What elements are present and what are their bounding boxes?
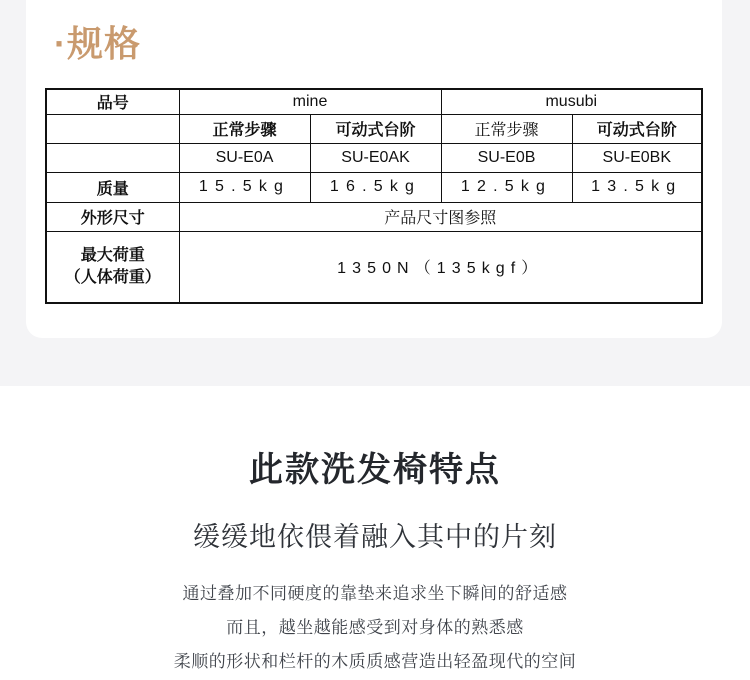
spec-table (45, 88, 703, 304)
empty-cell (46, 114, 179, 143)
feature-description (0, 577, 750, 679)
mass-value-musubi-bk: 13.5kg (572, 172, 702, 202)
feature-line-2: 而且，越坐越能感受到对身体的熟悉感 (226, 618, 524, 637)
feature-section (0, 386, 750, 680)
dimension-label: 外形尺寸 (46, 202, 179, 231)
musubi-movable-step-header: 可动式台阶 (572, 114, 702, 143)
table-row-models (46, 143, 702, 172)
empty-cell (46, 143, 179, 172)
mass-value-mine-a: 15.5kg (179, 172, 310, 202)
table-row-header (46, 89, 702, 114)
table-row-max-load (46, 231, 702, 303)
table-row-dimensions (46, 202, 702, 231)
brand-mine-header: mine (179, 89, 441, 114)
model-su-e0bk: SU-E0BK (572, 143, 702, 172)
feature-subheading: 缓缓地依偎着融入其中的片刻 (193, 522, 557, 552)
mine-normal-step-header: 正常步骤 (179, 114, 310, 143)
max-load-value: 1350N（135kgf） (179, 231, 702, 303)
max-load-label (46, 231, 179, 303)
feature-line-3: 柔顺的形状和栏杆的木质质感营造出轻盈现代的空间 (173, 652, 577, 671)
spec-card (26, 0, 722, 338)
table-row-subheader (46, 114, 702, 143)
mass-value-musubi-b: 12.5kg (441, 172, 572, 202)
mine-movable-step-header: 可动式台阶 (310, 114, 441, 143)
dimension-value: 产品尺寸图参照 (179, 202, 702, 231)
max-load-label-line2: （人体荷重） (64, 268, 161, 286)
feature-heading: 此款洗发椅特点 (249, 451, 501, 489)
model-su-e0ak: SU-E0AK (310, 143, 441, 172)
model-su-e0b: SU-E0B (441, 143, 572, 172)
musubi-normal-step-header: 正常步骤 (441, 114, 572, 143)
mass-label: 质量 (46, 172, 179, 202)
feature-line-1: 通过叠加不同硬度的靠垫来追求坐下瞬间的舒适感 (182, 584, 568, 603)
model-su-e0a: SU-E0A (179, 143, 310, 172)
max-load-label-line1: 最大荷重 (80, 246, 145, 264)
mass-value-mine-ak: 16.5kg (310, 172, 441, 202)
table-row-mass (46, 172, 702, 202)
brand-musubi-header: musubi (441, 89, 702, 114)
product-no-header: 品号 (46, 89, 179, 114)
spec-section-title: ·规格 (54, 23, 141, 64)
